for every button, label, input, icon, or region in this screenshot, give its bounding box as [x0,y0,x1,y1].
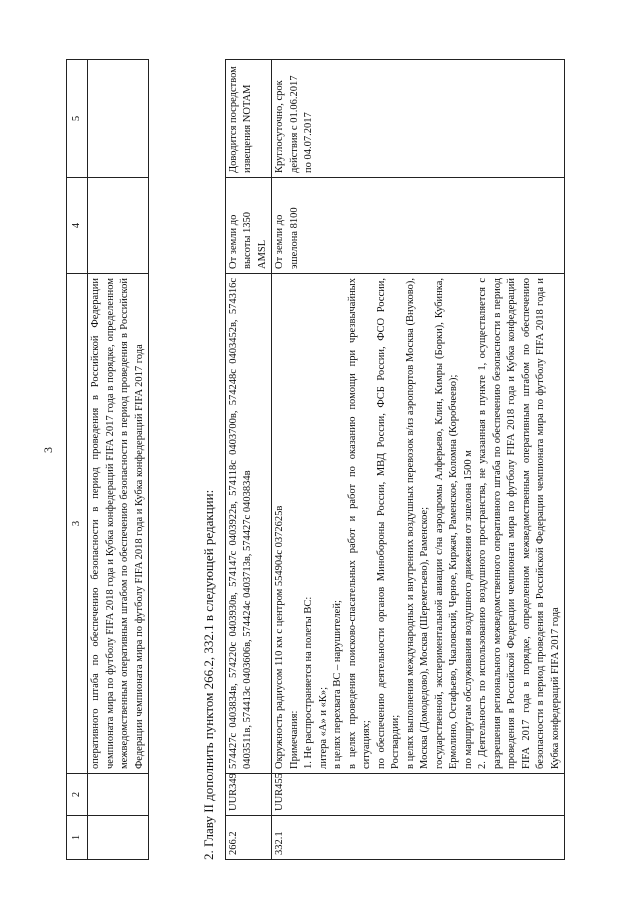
page-number: 3 [41,447,55,453]
desc-line: в целях проведения поисково-спасательных работ и работ по оказанию помощи при чрезвычайных ситуациях; [346,278,373,769]
row-time-cell [88,60,149,178]
header-col-1: 1 [67,816,88,860]
table-header-row [67,60,88,860]
row-number-cell [88,816,149,860]
table-row [226,60,272,860]
desc-line: Окружность радиусом 110 км с центром 554904с 0372625в [274,505,286,769]
desc-line: государственной, экспериментальной авиации с/на аэродромы Алферьево, Клин, Кимры (Борки), Кубинка, Ермолино, Остафьево, Чкаловский, Черное, Киржач, Раменское, Коломна (Коробчеево); [433,278,460,769]
row-code-cell [88,774,149,816]
zones-table [225,59,565,860]
header-col-4: 4 [67,178,88,274]
zone-height: От земли до эшелона 8100 [272,178,565,274]
zone-number: 266.2 [226,816,272,860]
continuation-table [66,59,149,860]
desc-line: литера «А» и «К»; [317,686,329,769]
zone-description: 574427с 0403834в, 574220с 0403930в, 574147с 0403922в, 574118с 0403700в, 574248с 0403452в, 574316с 0403511в, 574413с 0403606в, 574424с 0403713в, 574427с 0403834в [226,274,272,774]
header-col-5: 5 [67,60,88,178]
desc-line: в целях перехвата ВС – нарушителей; [332,600,344,769]
zone-height: От земли до высоты 1350 AMSL [226,178,272,274]
desc-line: в целях выполнения международных и внутренних воздушных перевозок в/из аэропортов Москва (Внуково), Москва (Домодедово), Москва (Шереметьево), Раменское; [404,278,431,769]
zone-number: 332.1 [272,816,565,860]
header-col-2: 2 [67,774,88,816]
desc-line: Примечания: [288,710,300,769]
desc-line: 1. Не распространяется на полеты ВС: [303,596,315,769]
desc-line: 2. Деятельность по использованию воздушного пространства, не указанная в пункте 1, осуществляется с разрешения регионального межведомственного оперативного штаба по обеспечению безопасности в период проведения в Российской Федерации чемпионата мира по футболу FIFA 2018 года и Кубка конфедераций FIFA 2017 года в порядке, определенном межведомственным оперативным штабом по обеспечению безопасности в период проведения в Российской Федерации чемпионата мира по футболу FIFA 2018 года и Кубка конфедераций FIFA 2017 года [477,278,561,769]
row-description-cell: оперативного штаба по обеспечению безопасности в период проведения в Российской Федерации чемпионата мира по футболу FIFA 2018 года и Кубка конфедераций FIFA 2017 года в порядке, определенном межведомственным оперативным штабом по обеспечению безопасности в период проведения в Российской Федерации чемпионата мира по футболу FIFA 2018 года и Кубка конфедераций FIFA 2017 года [88,274,149,774]
zone-code: UUR349 [226,774,272,816]
zone-code: UUR455 [272,774,565,816]
table-row [88,60,149,860]
section-heading: 2. Главу II дополнить пунктом 266.2, 332.1 в следующей редакции: [201,489,216,860]
desc-line: по маршрутам обслуживания воздушного движения от эшелона 1500 м [462,450,474,769]
zone-time: Доводится посредством извещения NOTAM [226,60,272,178]
row-height-cell [88,178,149,274]
zone-description [272,274,565,774]
zone-time: Круглосуточно, срок действия с 01.06.2017 по 04.07.2017 [272,60,565,178]
desc-line: по обеспечению деятельности органов Минобороны России, МВД России, ФСБ России, ФСО России, Росгвардии; [375,278,402,769]
table-row [272,60,565,860]
rotated-document-page [40,40,620,860]
header-col-3: 3 [67,274,88,774]
